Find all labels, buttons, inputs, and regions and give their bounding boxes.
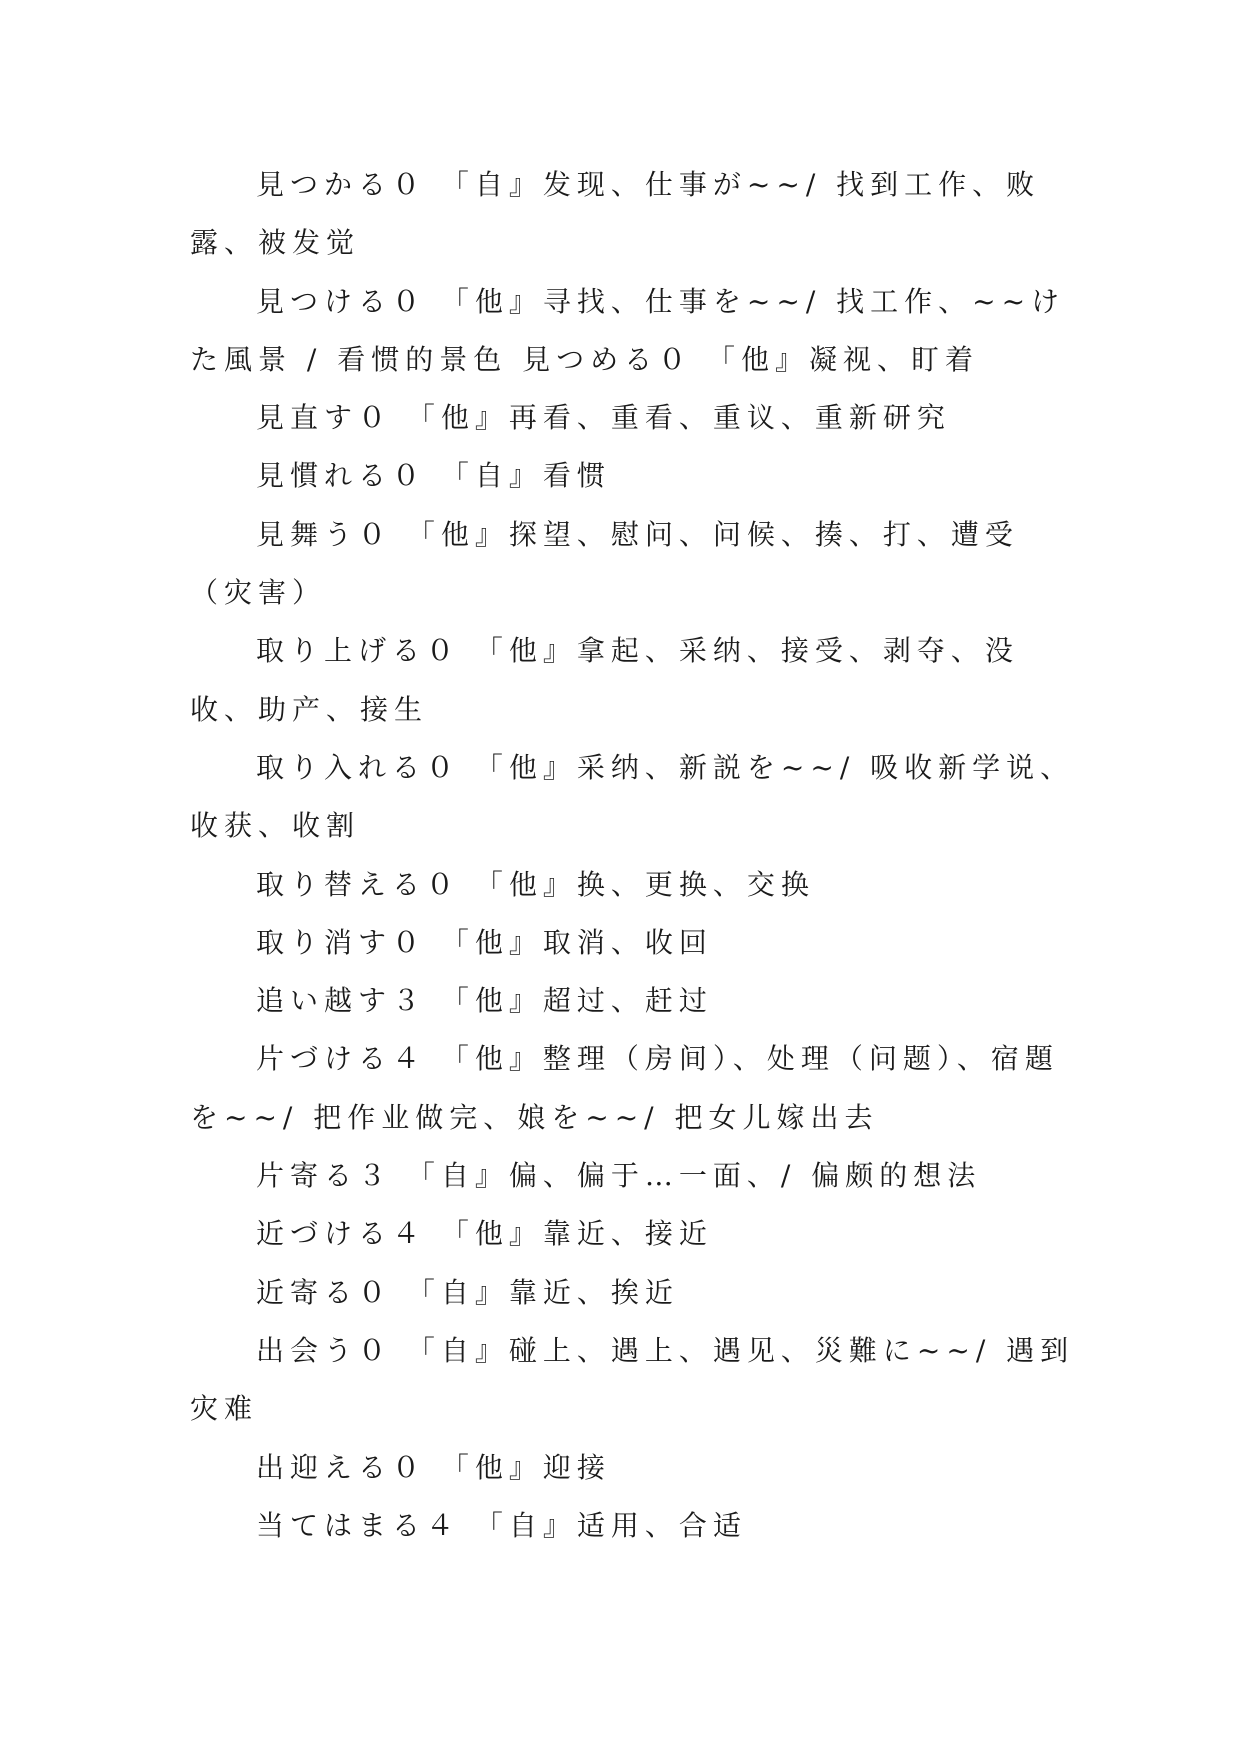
vocab-entry: 見つける０ 「他』寻找、仕事を~~/ 找工作、~~けた風景 / 看惯的景色 見つめる０ 「他』凝视、盯着 bbox=[190, 284, 1066, 376]
vocab-entry: 見慣れる０ 「自』看惯 bbox=[256, 459, 611, 493]
vocab-entry: 追い越す３ 「他』超过、赶过 bbox=[256, 984, 713, 1018]
vocab-entry: 片寄る３ 「自』偏、偏于…一面、/ 偏颇的想法 bbox=[256, 1159, 982, 1193]
vocab-entry: 当てはまる４ 「自』适用、合适 bbox=[256, 1508, 747, 1542]
vocab-entry: 取り替える０ 「他』换、更换、交换 bbox=[256, 867, 815, 901]
vocab-entry: 出迎える０ 「他』迎接 bbox=[256, 1450, 611, 1484]
vocab-entry: 取り消す０ 「他』取消、收回 bbox=[256, 925, 713, 959]
vocab-entry: 近づける４ 「他』靠近、接近 bbox=[256, 1217, 713, 1251]
vocab-entry: 見直す０ 「他』再看、重看、重议、重新研究 bbox=[256, 401, 951, 435]
vocab-entry: 片づける４ 「他』整理（房间）、处理（问题）、宿題を~~/ 把作业做完、娘を~~/ 把女儿嫁出去 bbox=[190, 1042, 1059, 1134]
vocab-entry: 近寄る０ 「自』靠近、挨近 bbox=[256, 1275, 679, 1309]
vocab-entry: 取り上げる０ 「他』拿起、采纳、接受、剥夺、没收、助产、接生 bbox=[190, 634, 1019, 726]
vocab-entry: 見舞う０ 「他』探望、慰问、问候、揍、打、遭受（灾害） bbox=[190, 517, 1019, 610]
vocab-entry: 取り入れる０ 「他』采纳、新説を~~/ 吸收新学说、收获、收割 bbox=[190, 750, 1075, 843]
vocab-entry: 見つかる０ 「自』发现、仕事が~~/ 找到工作、败露、被发觉 bbox=[190, 168, 1041, 260]
vocabulary-list bbox=[190, 156, 1080, 1555]
vocab-entry: 出会う０ 「自』碰上、遇上、遇见、災難に~~/ 遇到灾难 bbox=[190, 1333, 1075, 1426]
